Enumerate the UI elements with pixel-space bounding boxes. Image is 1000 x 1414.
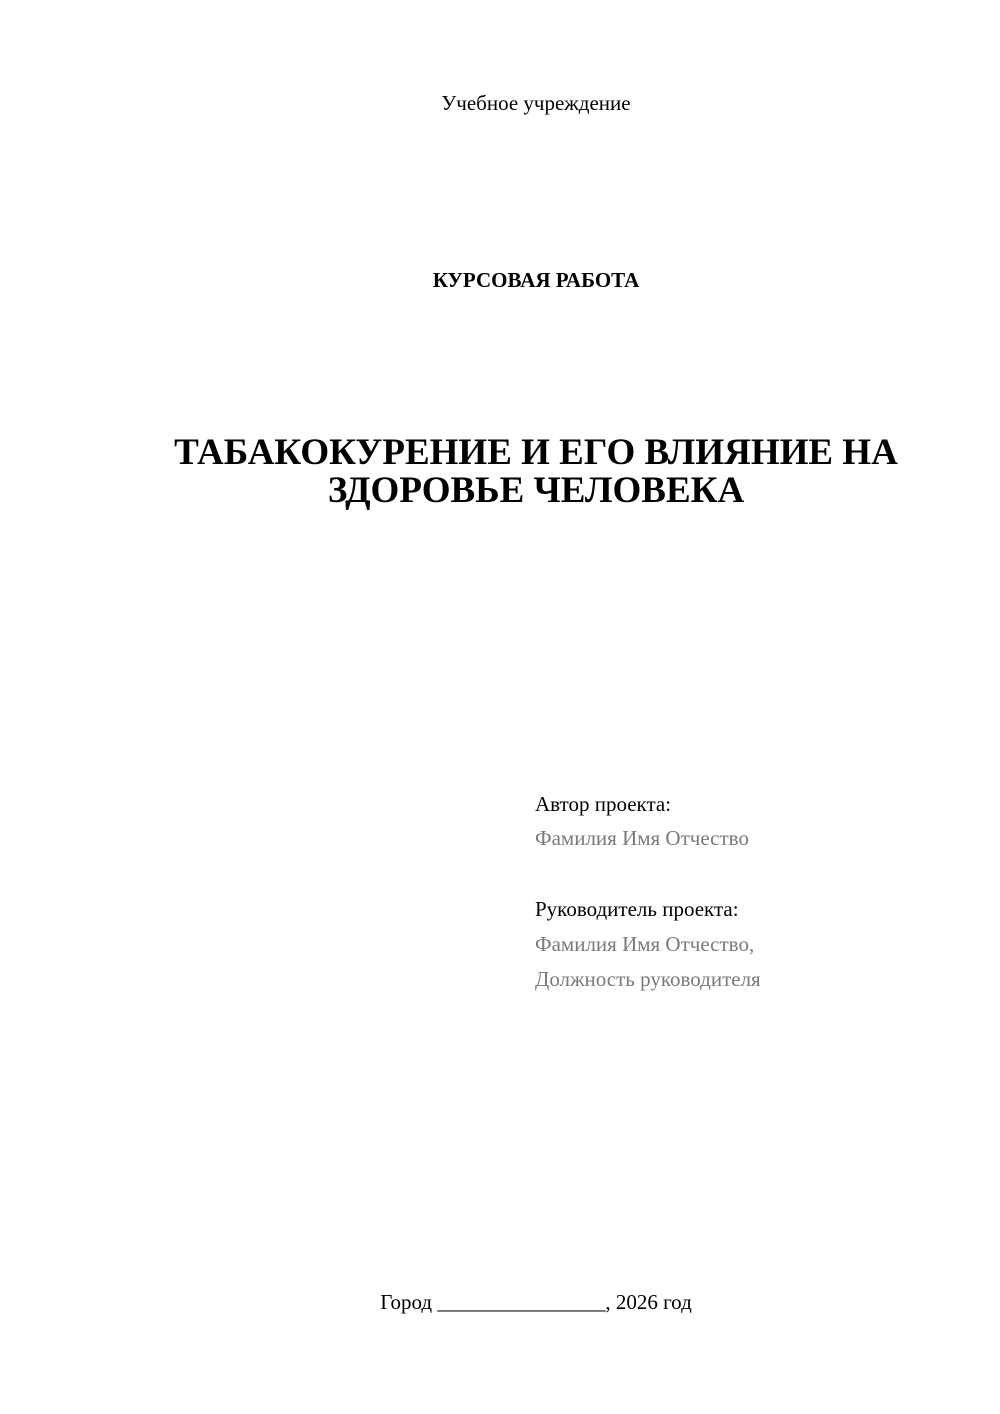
work-type: КУРСОВАЯ РАБОТА	[432, 268, 640, 292]
author-label: Автор проекта:	[535, 792, 672, 816]
supervisor-label: Руководитель проекта:	[535, 897, 739, 921]
supervisor-name: Фамилия Имя Отчество,	[535, 932, 755, 956]
institution-name: Учебное учреждение	[441, 91, 631, 115]
title-line-1: ТАБАКОКУРЕНИЕ И ЕГО ВЛИЯНИЕ НА	[174, 432, 898, 473]
city-label: Город	[380, 1290, 433, 1314]
city-year-line	[0, 1290, 1000, 1315]
title-line-2: ЗДОРОВЬЕ ЧЕЛОВЕКА	[327, 470, 745, 511]
supervisor-position: Должность руководителя	[535, 967, 761, 991]
city-blank: ________________	[437, 1290, 606, 1314]
author-name: Фамилия Имя Отчество	[535, 826, 749, 850]
year: , 2026 год	[605, 1290, 692, 1314]
document-title	[0, 434, 1000, 510]
